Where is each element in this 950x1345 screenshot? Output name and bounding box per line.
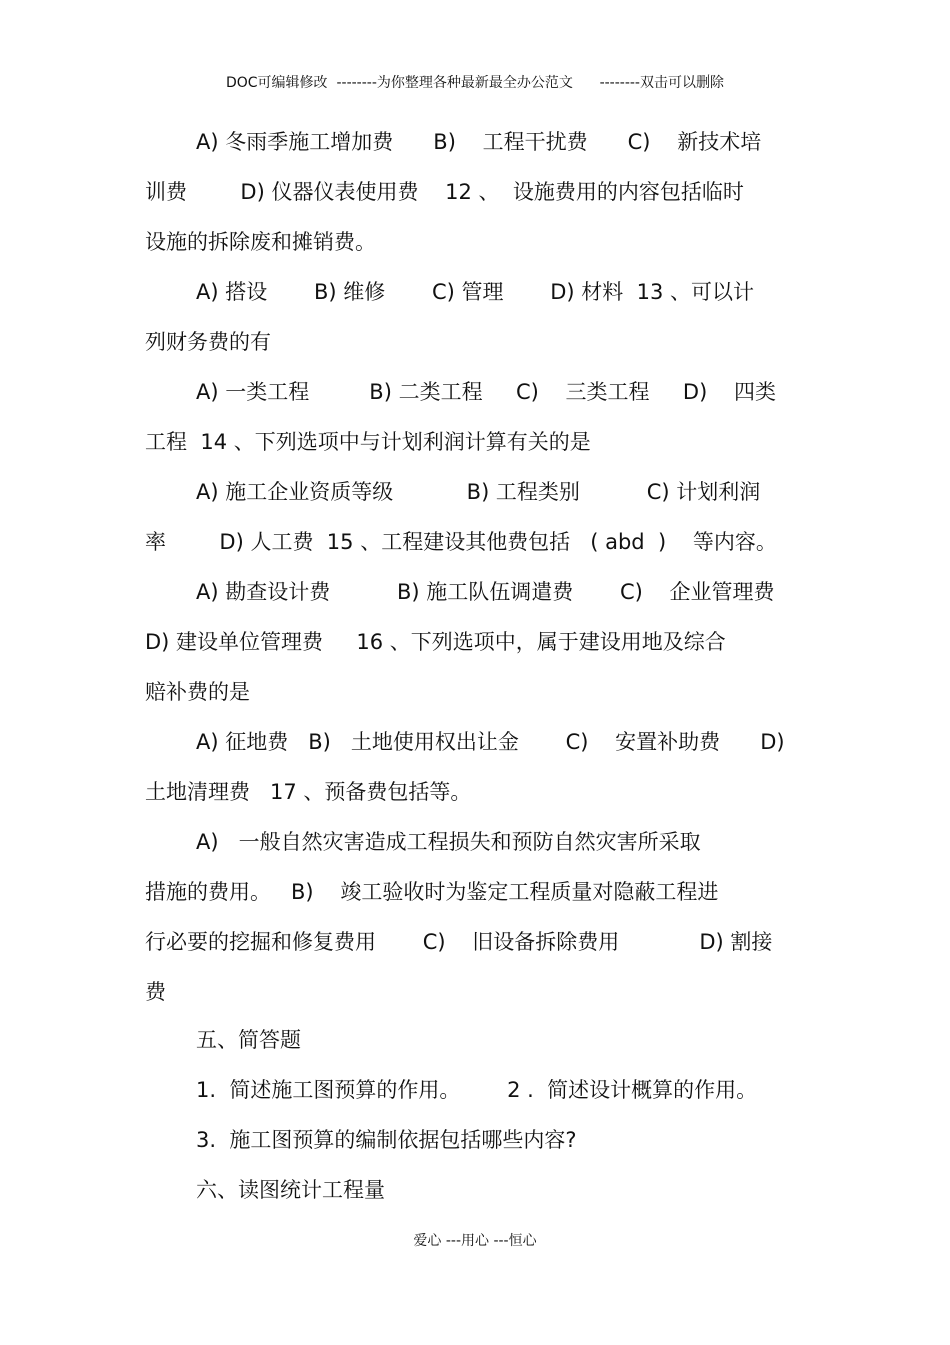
section-heading: 六、读图统计工程量 xyxy=(196,1178,385,1202)
text-line: 3. 施工图预算的编制依据包括哪些内容? xyxy=(196,1128,577,1152)
page-header: DOC可编辑修改 --------为你整理各种最新最全办公范文 --------双击可以删除 xyxy=(225,75,724,91)
text-line: 赔补费的是 xyxy=(145,680,250,704)
text-line: 训费 D) 仪器仪表使用费 12 、 设施费用的内容包括临时 xyxy=(145,180,744,204)
text-line: 工程 14 、下列选项中与计划利润计算有关的是 xyxy=(145,430,591,454)
text-line: 措施的费用。 B) 竣工验收时为鉴定工程质量对隐蔽工程进 xyxy=(145,880,719,904)
text-line: A) 征地费 B) 土地使用权出让金 C) 安置补助费 D) xyxy=(196,730,785,754)
text-line: A) 勘查设计费 B) 施工队伍调遣费 C) 企业管理费 xyxy=(196,580,775,604)
text-line: D) 建设单位管理费 16 、下列选项中，属于建设用地及综合 xyxy=(145,630,726,654)
text-line: A) 施工企业资质等级 B) 工程类别 C) 计划利润 xyxy=(196,480,761,504)
text-line: 费 xyxy=(145,980,166,1004)
text-line: 设施的拆除废和摊销费。 xyxy=(145,230,376,254)
page-footer: 爱心 ---用心 ---恒心 xyxy=(413,1233,537,1249)
text-line: 土地清理费 17 、预备费包括等。 xyxy=(145,780,472,804)
text-line: 1. 简述施工图预算的作用。 2 . 简述设计概算的作用。 xyxy=(196,1078,758,1102)
section-heading: 五、简答题 xyxy=(196,1028,301,1052)
text-line: A) 搭设 B) 维修 C) 管理 D) 材料 13 、可以计 xyxy=(196,280,755,304)
text-line: 列财务费的有 xyxy=(145,330,271,354)
text-line: 行必要的挖掘和修复费用 C) 旧设备拆除费用 D) 割接 xyxy=(145,930,773,954)
text-line: A) 一般自然灾害造成工程损失和预防自然灾害所采取 xyxy=(196,830,701,854)
text-line: A) 一类工程 B) 二类工程 C) 三类工程 D) 四类 xyxy=(196,380,776,404)
text-line: 率 D) 人工费 15 、工程建设其他费包括 ( abd ) 等内容。 xyxy=(145,530,777,554)
text-line: A) 冬雨季施工增加费 B) 工程干扰费 C) 新技术培 xyxy=(196,130,762,154)
